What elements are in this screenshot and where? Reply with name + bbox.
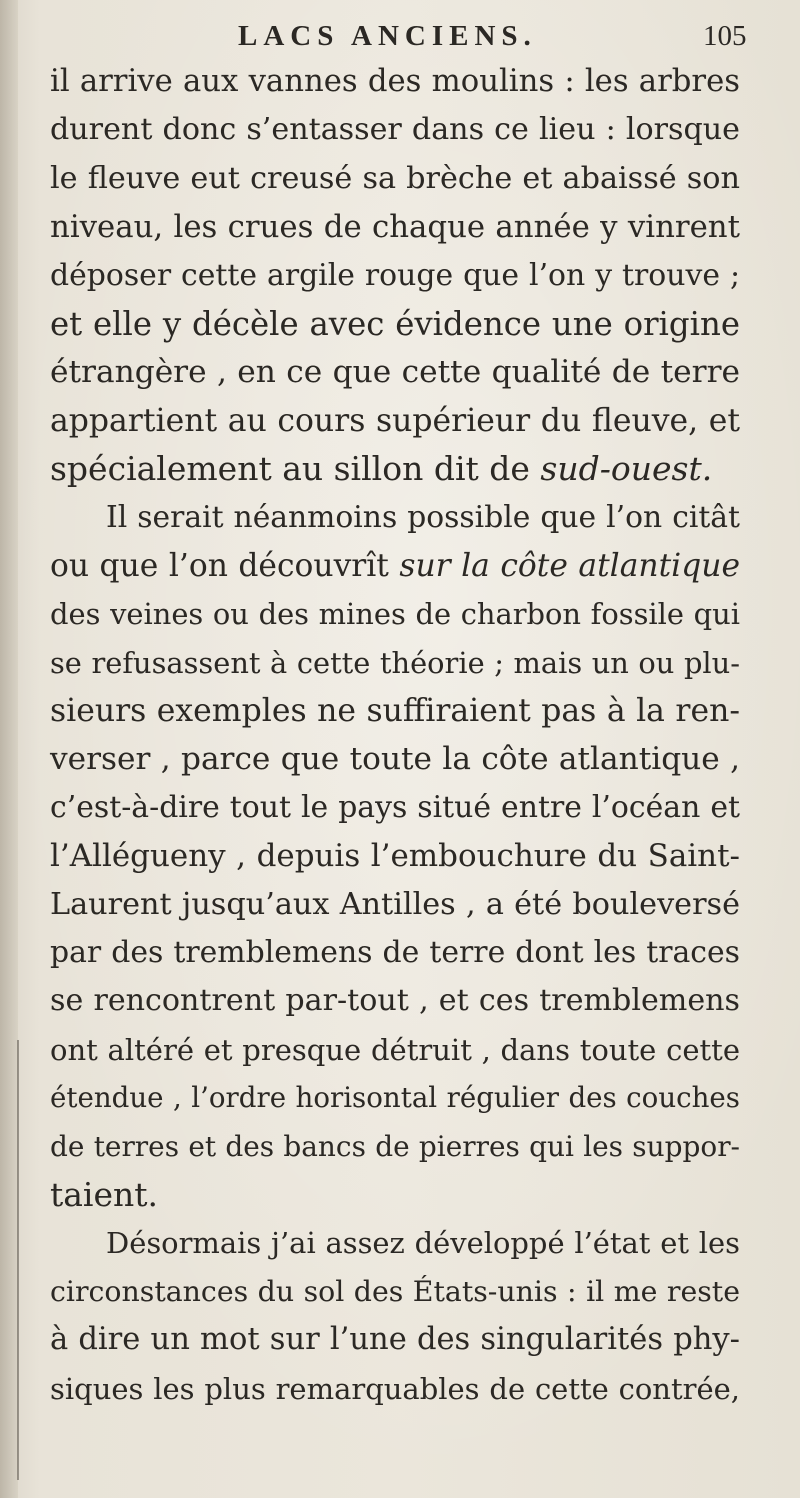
text-line	[50, 445, 740, 493]
text-line: appartient au cours supérieur du fleuve, et	[50, 402, 740, 439]
text-line: des veines ou des mines de charbon fossile qui	[50, 597, 740, 632]
text-line: déposer cette argile rouge que l’on y trouve ;	[50, 257, 740, 293]
italic-text-run: sur la côte atlantique	[399, 547, 740, 584]
text-line: c’est-à-dire tout le pays situé entre l’océan et	[50, 789, 740, 825]
paragraph-first-line: Désormais j’ai assez développé l’état et les	[106, 1226, 740, 1261]
text-line: siques les plus remarquables de cette contrée,	[50, 1371, 740, 1406]
page-number: 105	[703, 20, 747, 52]
text-line: étendue , l’ordre horisontal régulier des couches	[50, 1081, 740, 1115]
running-head	[0, 14, 800, 60]
paragraph-first-line: Il serait néanmoins possible que l’on citât	[106, 499, 740, 535]
text-line: Laurent jusqu’aux Antilles , a été bouleversé	[50, 886, 740, 922]
text-line: taient.	[50, 1174, 159, 1214]
text-line: ont altéré et presque détruit , dans toute cette	[50, 1032, 740, 1067]
text-line: et elle y décèle avec évidence une origine	[50, 304, 740, 343]
text-line: de terres et des bancs de pierres qui les suppor-	[50, 1129, 740, 1163]
text-line: verser , parce que toute la côte atlantique ,	[50, 741, 740, 778]
text-line	[50, 542, 740, 590]
text-line: niveau, les crues de chaque année y vinrent	[50, 209, 740, 246]
text-line: le fleuve eut creusé sa brèche et abaissé son	[50, 160, 740, 196]
text-line: se refusassent à cette théorie ; mais un ou plu-	[50, 645, 740, 680]
text-line: l’Allégueny , depuis l’embouchure du Saint-	[50, 838, 740, 875]
text-line: sieurs exemples ne suffiraient pas à la ren-	[50, 693, 740, 730]
text-line: étrangère , en ce que cette qualité de terre	[50, 354, 740, 391]
page-gutter-edge	[0, 0, 18, 1498]
text-run: ou que l’on découvrît	[50, 547, 400, 584]
text-line: durent donc s’entasser dans ce lieu : lorsque	[50, 112, 740, 148]
gutter-shadow-line	[17, 1040, 19, 1480]
text-line: par des tremblemens de terre dont les traces	[50, 935, 740, 971]
body-text	[50, 58, 740, 1413]
text-line: circonstances du sol des États-unis : il me reste	[50, 1274, 740, 1308]
text-line: à dire un mot sur l’une des singularités phy-	[50, 1322, 740, 1358]
italic-text-run: sud-ouest.	[540, 449, 713, 489]
text-line: il arrive aux vannes des moulins : les arbres	[50, 64, 740, 99]
text-run: spécialement au sillon dit de	[50, 449, 541, 489]
running-title: LACS ANCIENS.	[238, 20, 537, 52]
text-line: se rencontrent par-tout , et ces tremblemens	[50, 983, 740, 1019]
